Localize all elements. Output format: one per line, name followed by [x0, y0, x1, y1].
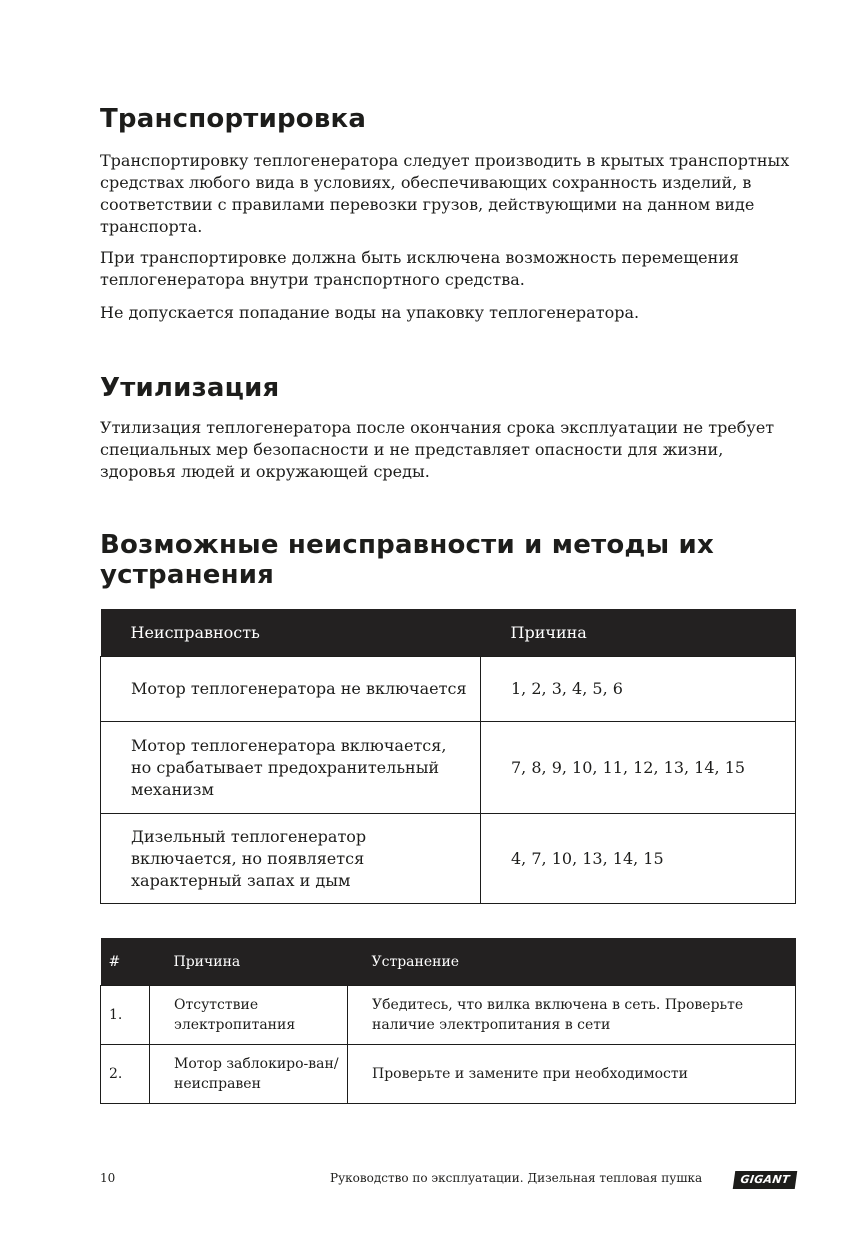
gigant-logo: GIGANT [733, 1171, 798, 1189]
fault-cell: Мотор теплогенератора включается, но срабатывает предохранительный механизм [101, 722, 481, 814]
fault-column-header: Неисправность [101, 609, 481, 657]
cause-column-header: Причина [150, 938, 348, 986]
transport-paragraph-2: При транспортировке должна быть исключена возможность перемещения теплогенератора внутри транспортного средства. [100, 248, 740, 289]
fix-cell: Убедитесь, что вилка включена в сеть. Проверьте наличие электропитания в сети [348, 986, 796, 1045]
table-row [101, 986, 796, 1045]
causes-cell: 1, 2, 3, 4, 5, 6 [481, 657, 796, 722]
fault-table-header [101, 609, 796, 657]
fix-column-header: Устранение [348, 938, 796, 986]
fix-table-header [101, 938, 796, 986]
transport-paragraph-1: Транспортировку теплогенератора следует производить в крытых транспортных средствах любого вида в условиях, обеспечивающих сохранность изделий, в соответствии с правилами перевозки грузов, действующими на данном виде транспорта. [100, 151, 790, 236]
fault-table [100, 609, 796, 904]
cause-cell: Отсутствие электропитания [150, 986, 348, 1045]
causes-cell: 7, 8, 9, 10, 11, 12, 13, 14, 15 [481, 722, 796, 814]
transport-paragraph-3: Не допускается попадание воды на упаковку теплогенератора. [100, 303, 640, 322]
table-row [101, 722, 796, 814]
table-row [101, 1045, 796, 1104]
table-row [101, 657, 796, 722]
disposal-heading: Утилизация [100, 373, 280, 403]
disposal-paragraph: Утилизация теплогенератора после окончания срока эксплуатации не требует специальных мер безопасности и не представляет опасности для жизни, здоровья людей и окружающей среды. [100, 418, 775, 481]
cause-column-header: Причина [481, 609, 796, 657]
table-row [101, 814, 796, 904]
cause-cell: Мотор заблокиро-ван/неисправен [150, 1045, 348, 1104]
row-number: 1. [101, 986, 150, 1045]
transport-heading: Транспортировка [100, 104, 367, 134]
fix-cell: Проверьте и замените при необходимости [348, 1045, 796, 1104]
row-number: 2. [101, 1045, 150, 1104]
fault-cell: Мотор теплогенератора не включается [101, 657, 481, 722]
causes-cell: 4, 7, 10, 13, 14, 15 [481, 814, 796, 904]
fix-table [100, 938, 796, 1104]
document-title: Руководство по эксплуатации. Дизельная тепловая пушка [330, 1171, 703, 1185]
fault-cell: Дизельный теплогенератор включается, но появляется характерный запах и дым [101, 814, 481, 904]
faults-heading: Возможные неисправности и методы их устранения [100, 530, 714, 590]
page-number: 10 [100, 1171, 116, 1185]
number-column-header: # [101, 938, 150, 986]
